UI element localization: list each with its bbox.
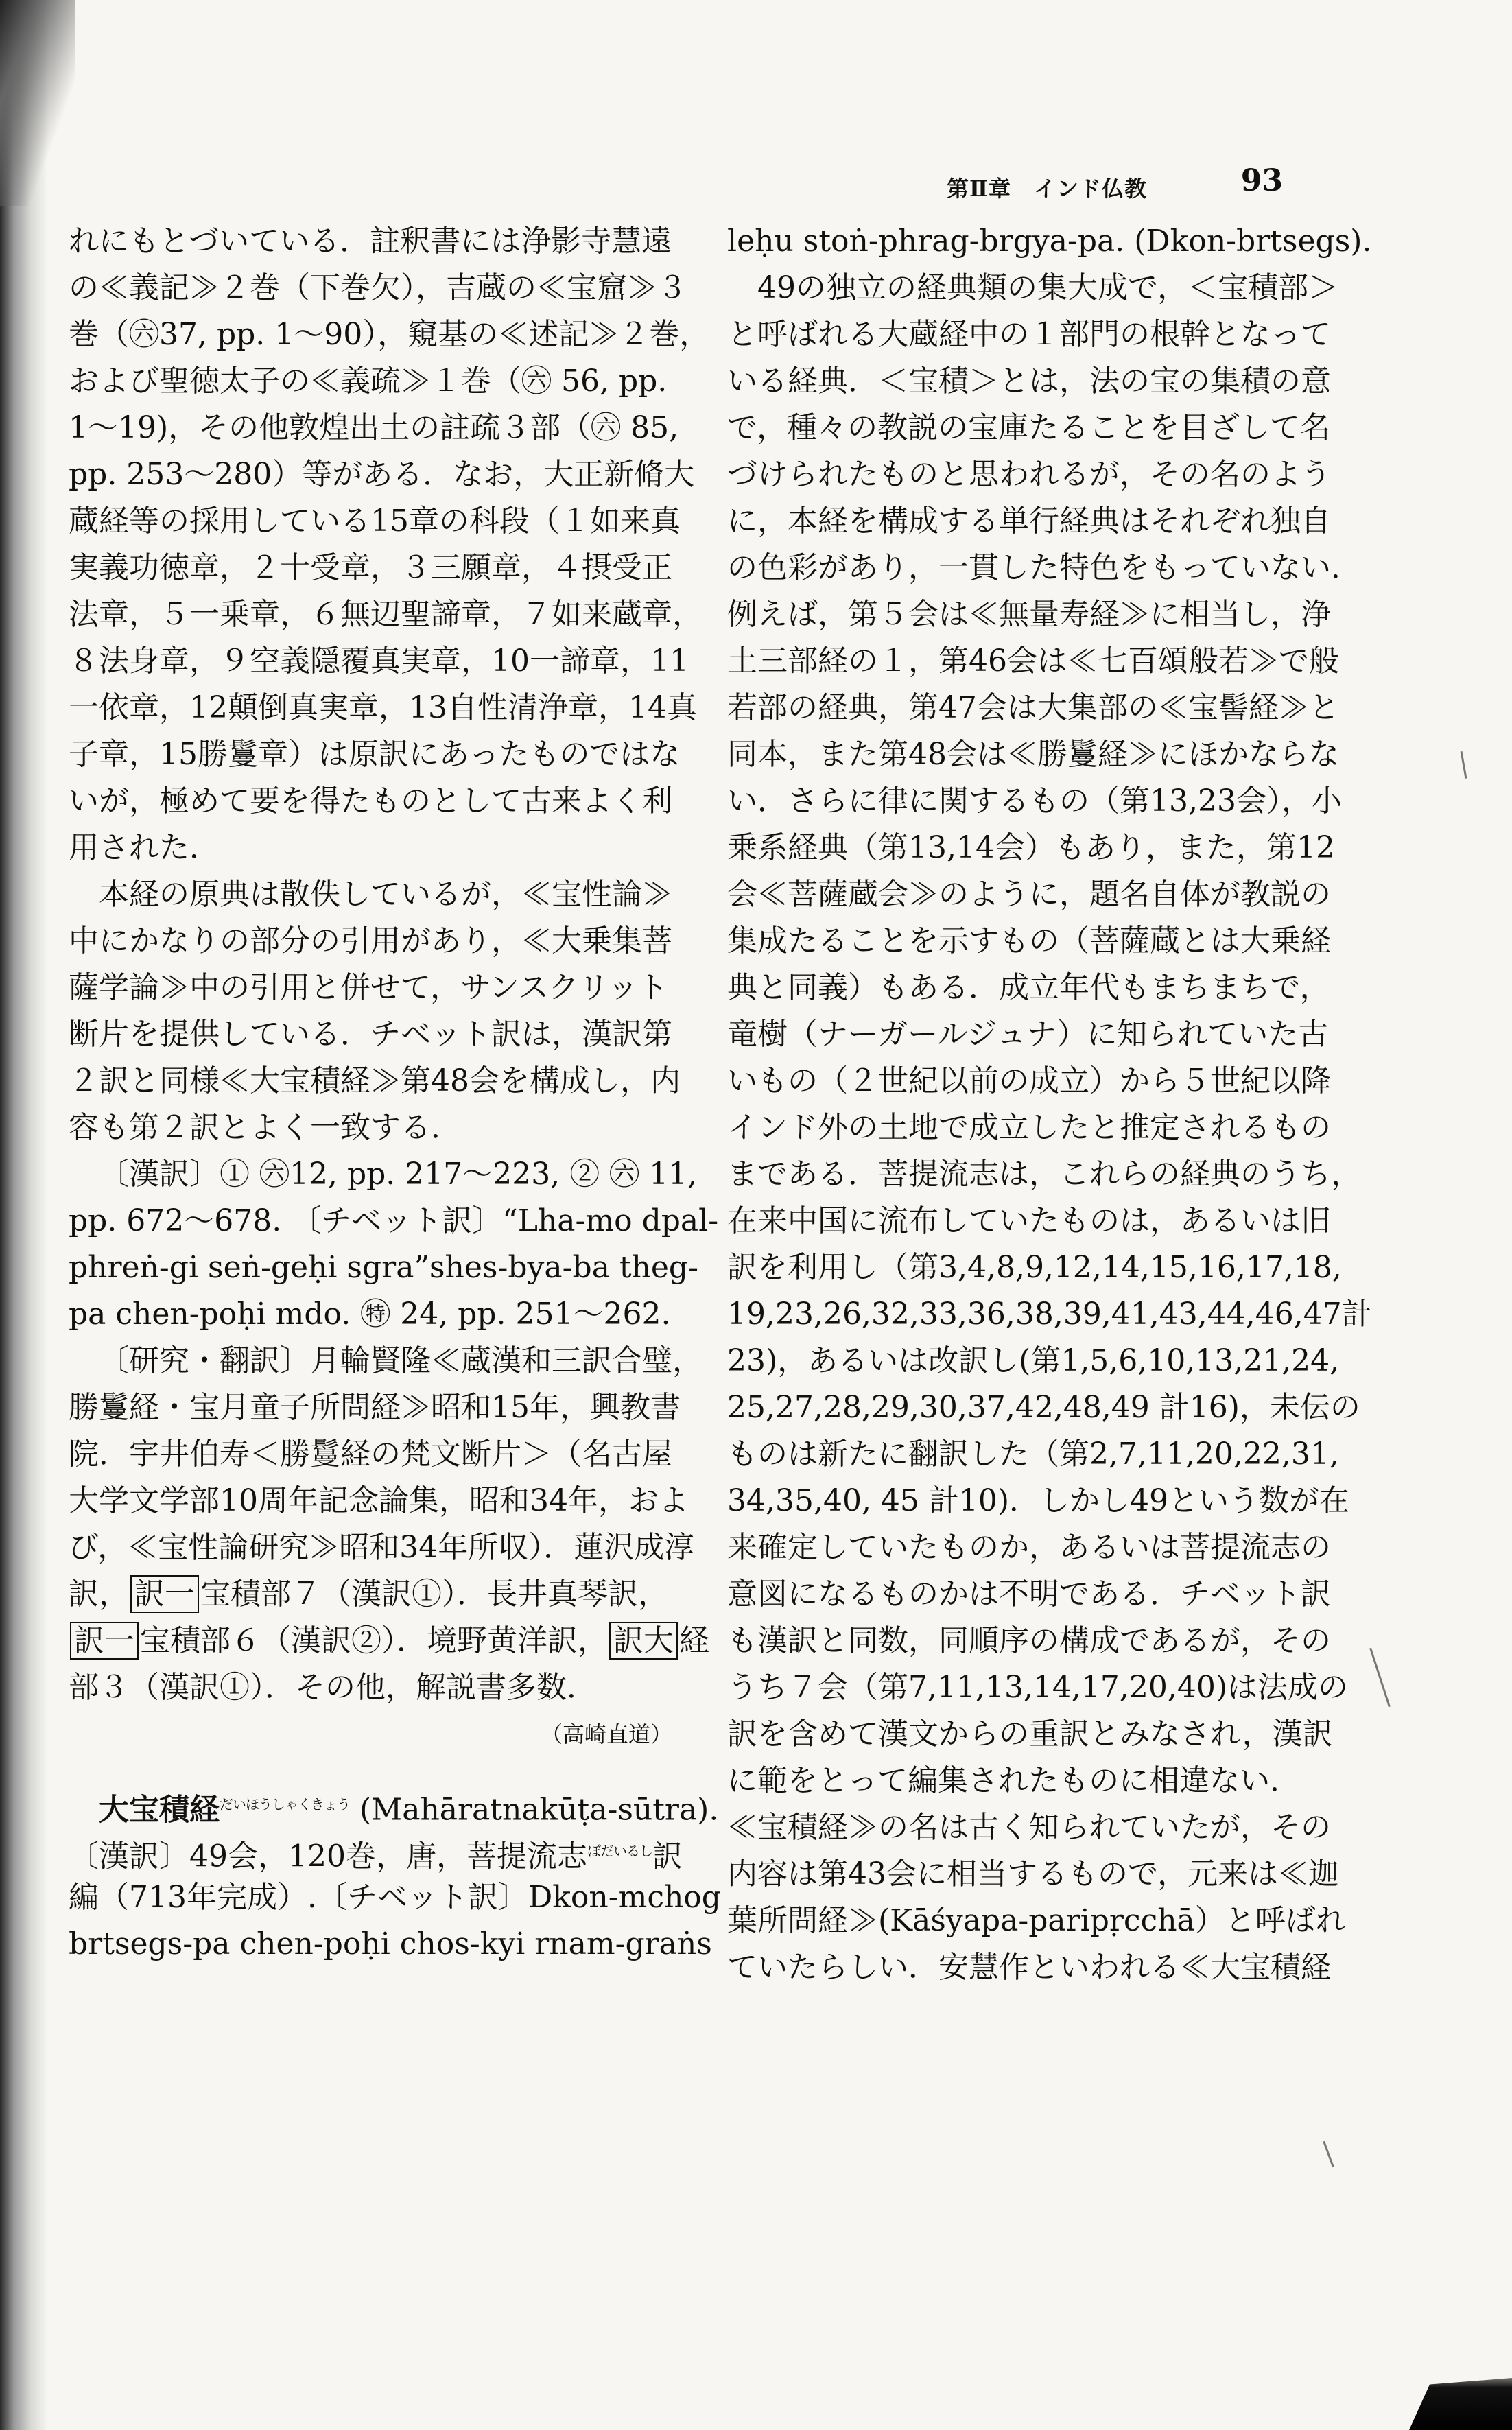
text-line: に，本経を構成する単行経典はそれぞれ独自 bbox=[727, 504, 1331, 539]
text-line: 〔研究・翻訳〕月輪賢隆≪蔵漢和三訳合璧， bbox=[99, 1343, 702, 1378]
text-line bbox=[69, 1781, 719, 1828]
text-line bbox=[69, 1571, 672, 1618]
text-line: pa chen-poḥi mdo. ㊕ 24, pp. 251～262. bbox=[69, 1297, 671, 1332]
text-span: 訳， bbox=[69, 1577, 129, 1612]
text-line: 断片を提供している．チベット訳は，漢訳第 bbox=[69, 1017, 672, 1052]
text-line: び，≪宝性論研究≫昭和34年所収）．蓮沢成淳 bbox=[69, 1530, 695, 1565]
text-line: 部３（漢訳①）．その他，解説書多数． bbox=[69, 1670, 597, 1705]
text-line: と呼ばれる大蔵経中の１部門の根幹となって bbox=[727, 317, 1331, 352]
text-line: 集成たることを示すもの（菩薩蔵とは大乗経 bbox=[727, 923, 1331, 958]
text-line: いもの（２世紀以前の成立）から５世紀以降 bbox=[727, 1063, 1331, 1098]
text-line: 葉所問経≫(Kāśyapa-paripṛcchā）と呼ばれ bbox=[727, 1903, 1346, 1938]
running-head: 第Ⅱ章 インド仏教 bbox=[947, 176, 1147, 202]
text-span: 経 bbox=[679, 1623, 709, 1658]
scan-shadow-left bbox=[0, 0, 48, 2430]
entry-title: 大宝積経 bbox=[99, 1792, 220, 1828]
text-line: の≪義記≫２巻（下巻欠），吉蔵の≪宝窟≫３ bbox=[69, 270, 687, 305]
text-line: および聖徳太子の≪義疏≫１巻（㊅ 56, pp. bbox=[69, 364, 668, 399]
text-line: 34,35,40, 45 計10)．しかし49という数が在 bbox=[727, 1483, 1350, 1518]
text-span: 宝積部６（漢訳②）．境野黄洋訳， bbox=[140, 1623, 608, 1658]
scan-artifact-bottom-right bbox=[1409, 2365, 1512, 2430]
author-signature: （高崎直道） bbox=[540, 1721, 672, 1747]
margin-mark bbox=[1323, 2141, 1334, 2168]
text-line: 乗系経典（第13,14会）もあり，また，第12 bbox=[727, 830, 1335, 865]
text-line: 一依章，12顛倒真実章，13自性清浄章，14真 bbox=[69, 690, 697, 725]
text-line: 蔵経等の採用している15章の科段（１如来真 bbox=[69, 504, 681, 539]
text-line: に範をとって編集されたものに相違ない． bbox=[727, 1763, 1301, 1798]
text-line: 院．宇井伯寿＜勝鬘経の梵文断片＞（名古屋 bbox=[69, 1437, 672, 1472]
text-line: 典と同義）もある．成立年代もまちまちで， bbox=[727, 970, 1330, 1005]
text-line: 薩学論≫中の引用と併せて，サンスクリット bbox=[69, 970, 668, 1005]
text-line: 1～19)，その他敦煌出土の註疏３部（㊅ 85, bbox=[69, 410, 679, 445]
text-line: まである．菩提流志は，これらの経典のうち， bbox=[727, 1157, 1361, 1192]
text-line bbox=[69, 1618, 709, 1664]
text-line: い．さらに律に関するもの（第13,23会），小 bbox=[727, 783, 1342, 818]
text-line: phreṅ-gi seṅ-geḥi sgra”shes-bya-ba theg- bbox=[69, 1250, 698, 1285]
text-line: brtsegs-pa chen-poḥi chos-kyi rnam-graṅs bbox=[69, 1926, 712, 1961]
margin-mark bbox=[1461, 751, 1467, 779]
text-line: づけられたものと思われるが，その名のよう bbox=[727, 457, 1331, 492]
text-line: ８法身章，９空義隠覆真実章，10一諦章，11 bbox=[69, 644, 689, 679]
text-line: ものは新たに翻訳した（第2,7,11,20,22,31, bbox=[727, 1437, 1339, 1472]
text-line: で，種々の教説の宝庫たることを目ざして名 bbox=[727, 410, 1331, 445]
text-line: 在来中国に流布していたものは，あるいは旧 bbox=[727, 1203, 1331, 1238]
page-number: 93 bbox=[1240, 163, 1283, 198]
text-line: れにもとづいている．註釈書には浄影寺慧遠 bbox=[69, 224, 672, 259]
text-line: いが，極めて要を得たものとして古来よく利 bbox=[69, 783, 672, 818]
text-line: 子章，15勝鬘章）は原訳にあったものではな bbox=[69, 737, 681, 772]
text-span: 訳 bbox=[652, 1839, 683, 1874]
text-line: 会≪菩薩蔵会≫のように，題名自体が教説の bbox=[727, 877, 1331, 912]
margin-mark bbox=[1369, 1648, 1391, 1708]
entry-reading: だいほうしゃくきょう bbox=[220, 1796, 350, 1813]
text-span: 〔漢訳〕49会，120巻，唐，菩提流志 bbox=[69, 1839, 587, 1874]
text-line: 容も第２訳とよく一致する． bbox=[69, 1110, 461, 1145]
text-line: 49の独立の経典類の集大成で，＜宝積部＞ bbox=[757, 270, 1339, 305]
text-line: 訳を利用し（第3,4,8,9,12,14,15,16,17,18, bbox=[727, 1250, 1342, 1285]
text-line bbox=[69, 1828, 683, 1874]
text-line: 竜樹（ナーガールジュナ）に知られていた古 bbox=[727, 1017, 1329, 1052]
page-header bbox=[947, 163, 1283, 204]
text-line: 例えば，第５会は≪無量寿経≫に相当し，浄 bbox=[727, 597, 1331, 632]
text-line: leḥu stoṅ-phrag-brgya-pa. (Dkon-brtsegs). bbox=[727, 224, 1372, 259]
boxed-abbreviation: 訳一 bbox=[70, 1622, 139, 1660]
boxed-abbreviation: 訳一 bbox=[130, 1575, 199, 1613]
entry-sanskrit: (Mahāratnakūṭa-sūtra). bbox=[359, 1792, 719, 1828]
ruby-reading: ぼだいるし bbox=[587, 1843, 652, 1859]
text-line: 来確定していたものか，あるいは菩提流志の bbox=[727, 1530, 1331, 1565]
text-line: 巻（㊅37, pp. 1～90），窺基の≪述記≫２巻， bbox=[69, 317, 710, 352]
text-line: インド外の土地で成立したと推定されるもの bbox=[727, 1110, 1331, 1145]
text-span: 宝積部７（漢訳①）．長井真琴訳， bbox=[200, 1577, 668, 1612]
text-line: 内容は第43会に相当するもので，元来は≪迦 bbox=[727, 1856, 1339, 1891]
paragraph-research bbox=[69, 1338, 709, 1711]
text-line: 土三部経の１，第46会は≪七百頌般若≫で般 bbox=[727, 644, 1339, 679]
entry-maharatnakuta bbox=[69, 1781, 721, 1968]
paragraph-original-text bbox=[69, 871, 681, 1151]
text-line: ２訳と同様≪大宝積経≫第48会を構成し，内 bbox=[69, 1063, 681, 1098]
boxed-abbreviation: 訳大 bbox=[609, 1622, 678, 1660]
text-line: 25,27,28,29,30,37,42,48,49 計16)，未伝の bbox=[727, 1390, 1360, 1425]
text-line: pp. 253～280）等がある．なお，大正新脩大 bbox=[69, 457, 695, 492]
text-line: 本経の原典は散佚しているが，≪宝性論≫ bbox=[99, 877, 672, 912]
text-line: 大学文学部10周年記念論集，昭和34年，およ bbox=[69, 1483, 689, 1518]
left-column bbox=[69, 218, 721, 1968]
text-line: pp. 672～678. 〔チベット訳〕“Lha-mo dpal- bbox=[69, 1203, 719, 1238]
text-line: 同本，また第48会は≪勝鬘経≫にほかならな bbox=[727, 737, 1339, 772]
text-line: 用された． bbox=[69, 830, 220, 865]
paragraph-translations bbox=[69, 1151, 719, 1338]
paragraph-commentaries bbox=[69, 218, 710, 871]
text-line: 意図になるものかは不明である．チベット訳 bbox=[727, 1577, 1331, 1612]
right-column bbox=[727, 218, 1372, 1991]
text-line: 法章，５一乗章，６無辺聖諦章，７如来蔵章， bbox=[69, 597, 702, 632]
text-line: 23)，あるいは改訳し(第1,5,6,10,13,21,24, bbox=[727, 1343, 1340, 1378]
text-line: 訳を含めて漢文からの重訳とみなされ，漢訳 bbox=[727, 1717, 1333, 1751]
text-line: も漢訳と同数，同順序の構成であるが，その bbox=[727, 1623, 1331, 1658]
text-line: 若部の経典，第47会は大集部の≪宝髻経≫と bbox=[727, 690, 1339, 725]
text-line: 編（713年完成）.〔チベット訳〕Dkon-mchog bbox=[69, 1880, 721, 1915]
text-line: 〔漢訳〕① ㊅12, pp. 217～223, ② ㊅ 11, bbox=[99, 1157, 698, 1192]
scan-shadow-top-left bbox=[0, 0, 75, 206]
text-line: いる経典．＜宝積＞とは，法の宝の集積の意 bbox=[727, 364, 1331, 399]
text-line: 勝鬘経・宝月童子所問経≫昭和15年，興教書 bbox=[69, 1390, 681, 1425]
text-line: 中にかなりの部分の引用があり，≪大乗集菩 bbox=[69, 923, 672, 958]
text-line: 19,23,26,32,33,36,38,39,41,43,44,46,47計 bbox=[727, 1297, 1372, 1332]
text-line: 実義功徳章，２十受章，３三願章，４摂受正 bbox=[69, 550, 672, 585]
text-line: の色彩があり，一貫した特色をもっていない． bbox=[727, 550, 1361, 585]
text-line: うち７会（第7,11,13,14,17,20,40)は法成の bbox=[727, 1670, 1349, 1705]
text-line: ≪宝積経≫の名は古く知られていたが，その bbox=[727, 1810, 1331, 1845]
text-line: ていたらしい．安慧作といわれる≪大宝積経 bbox=[727, 1950, 1331, 1985]
